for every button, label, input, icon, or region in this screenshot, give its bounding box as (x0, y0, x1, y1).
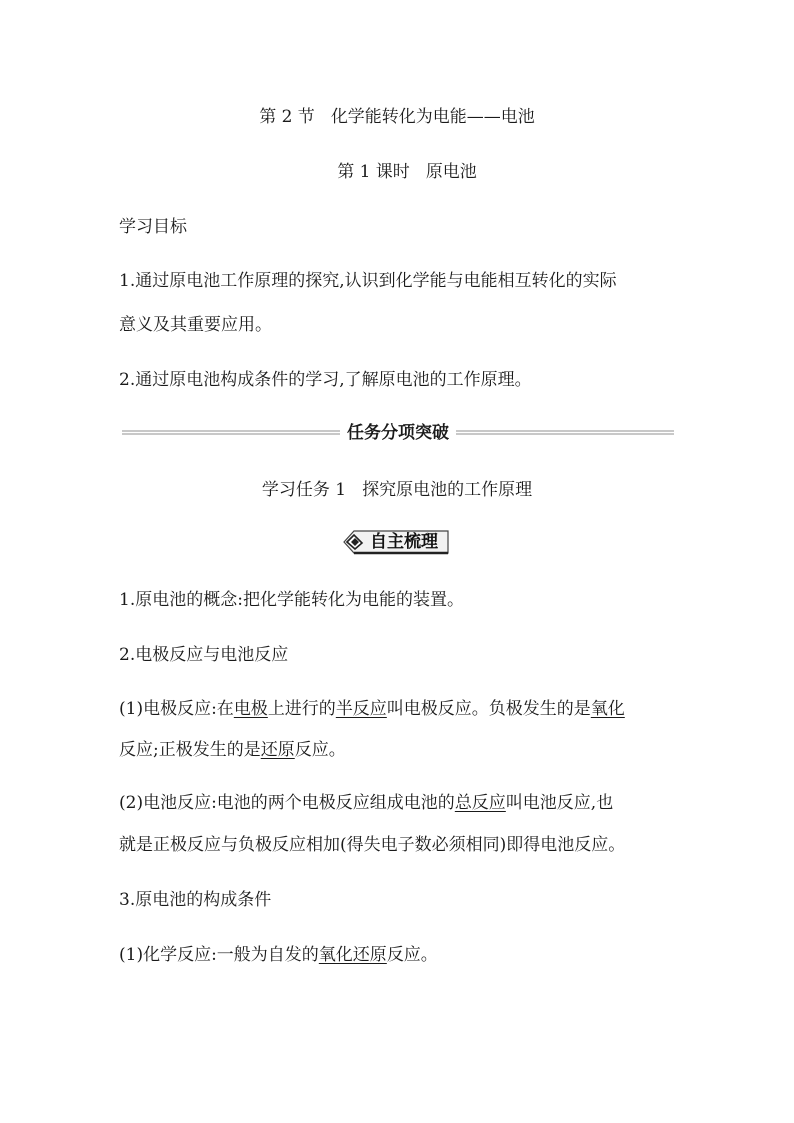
p3-text-d: ;正极发生的是 (153, 740, 261, 760)
objective-2: 2.通过原电池构成条件的学习,了解原电池的工作原理。 (119, 370, 532, 390)
section-title (0, 106, 794, 128)
p6-text-b: 反应。 (386, 945, 438, 965)
banner-rule-right (456, 430, 674, 436)
paragraph-3-line-2 (119, 739, 346, 761)
task-number: 学习任务 1 (261, 480, 347, 500)
p4-text-a: (2)电池反应:电池的两个电极反应组成电池的 (119, 793, 455, 813)
p4-text-b: 叫电池反应,也 (505, 793, 614, 813)
self-study-badge (340, 529, 450, 555)
lesson-title-text: 原电池 (425, 162, 477, 182)
objectives-heading: 学习目标 (119, 217, 187, 237)
p3-text-b: 上进行的 (267, 699, 336, 719)
paragraph-4-line-2: 就是正极反应与负极反应相加(得失电子数必须相同)即得电池反应。 (119, 835, 626, 855)
objective-1-line-1: 1.通过原电池工作原理的探究,认识到化学能与电能相互转化的实际 (119, 271, 617, 291)
banner-label: 任务分项突破 (347, 423, 449, 443)
section-title-text: 化学能转化为电能——电池 (330, 107, 535, 127)
p3-text-c: 叫电极反应。负极发生的是 (386, 699, 591, 719)
paragraph-3-line-1 (119, 698, 625, 720)
p6-text-a: (1)化学反应:一般为自发的 (119, 945, 319, 965)
blank-answer-electrode: 电极 (233, 699, 268, 719)
p3-text-e: 反应。 (294, 740, 346, 760)
p3-text-reaction: 反应 (119, 740, 153, 760)
book-pen-icon (346, 534, 364, 550)
blank-answer-reduction: 还原 (260, 740, 295, 760)
blank-answer-half-reaction: 半反应 (335, 699, 387, 719)
lesson-number: 第 1 课时 (337, 162, 410, 182)
section-banner (122, 422, 674, 444)
task-title (0, 479, 794, 501)
paragraph-2: 2.电极反应与电池反应 (119, 645, 289, 665)
blank-answer-oxidation: 氧化 (590, 699, 625, 719)
paragraph-5: 3.原电池的构成条件 (119, 890, 272, 910)
paragraph-4-line-1 (119, 792, 613, 814)
task-title-text: 探究原电池的工作原理 (362, 480, 533, 500)
section-number: 第 2 节 (259, 107, 315, 127)
badge-label: 自主梳理 (370, 532, 438, 552)
lesson-title (10, 161, 794, 183)
objective-1-line-2: 意义及其重要应用。 (119, 315, 272, 335)
blank-answer-redox: 氧化还原 (318, 945, 387, 965)
p3-text-a: (1)电极反应:在 (119, 699, 234, 719)
blank-answer-total-reaction: 总反应 (454, 793, 506, 813)
paragraph-1: 1.原电池的概念:把化学能转化为电能的装置。 (119, 590, 464, 610)
paragraph-6 (119, 944, 438, 966)
